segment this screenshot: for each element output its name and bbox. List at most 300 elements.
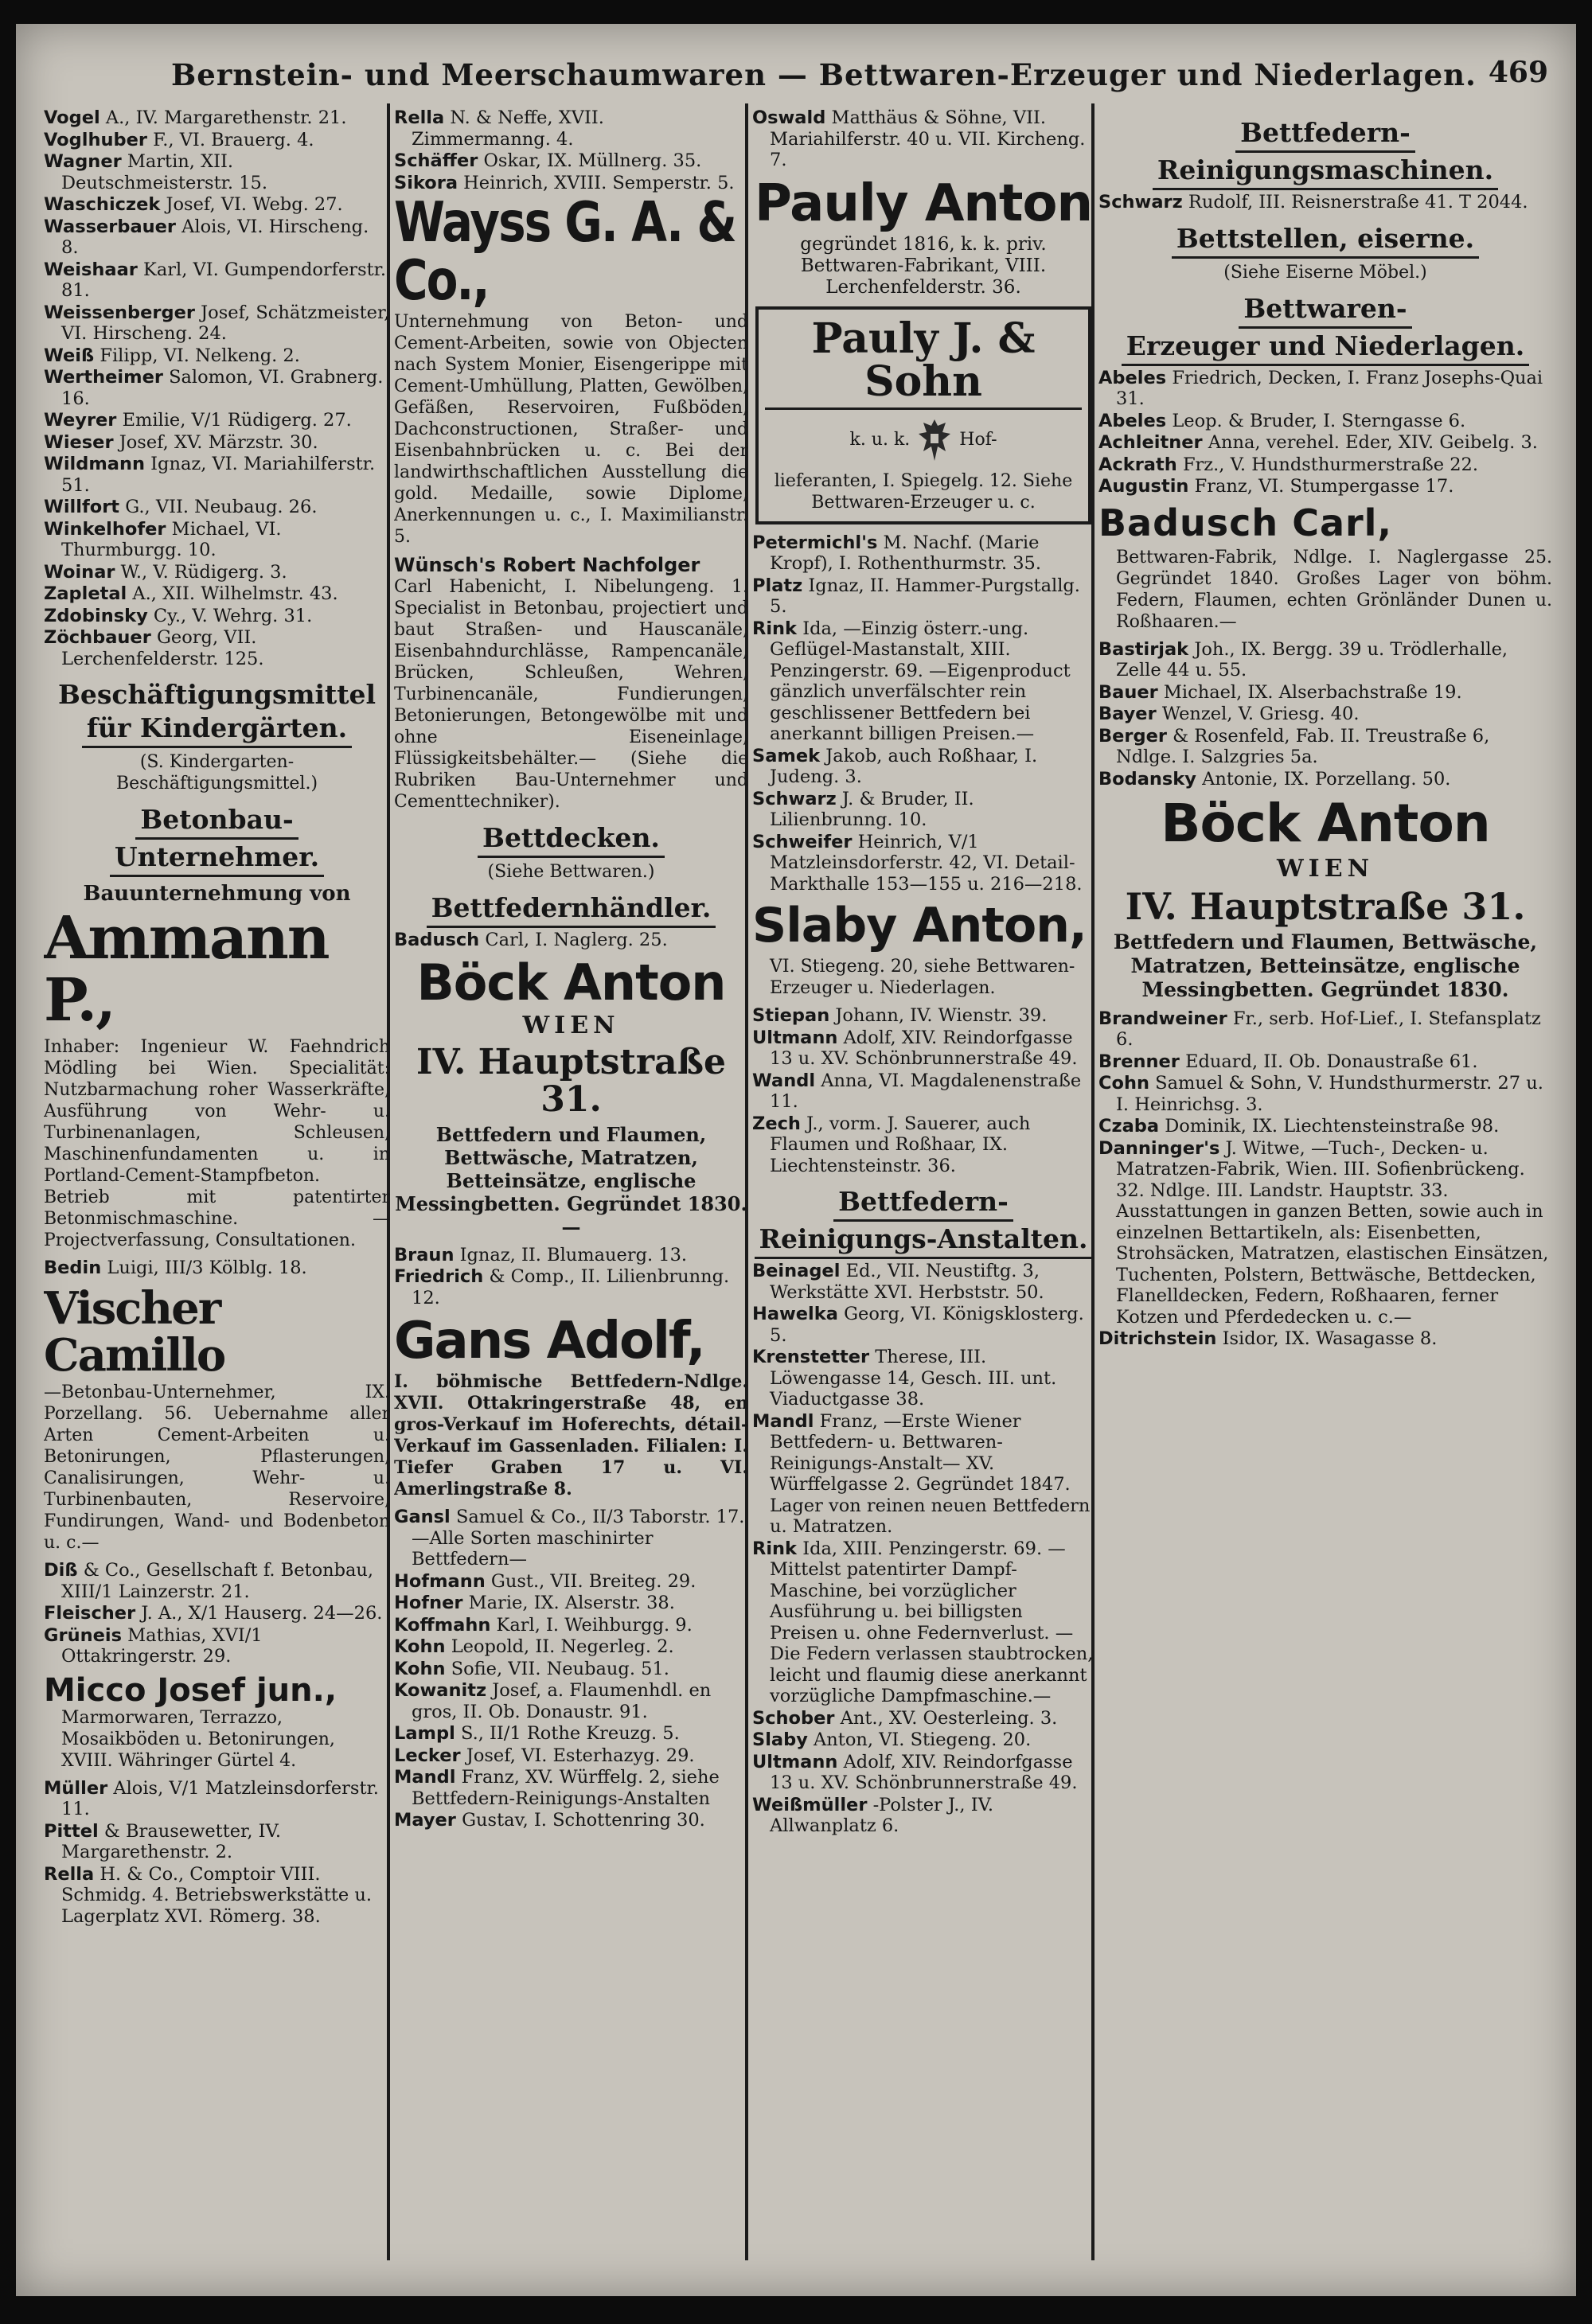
- entry-details: N. & Neffe, XVII. Zimmermanng. 4.: [412, 107, 604, 150]
- section-heading: Bettfedern-: [1098, 117, 1552, 153]
- entry-name: Woinar: [44, 561, 115, 583]
- entry-name: Slaby: [752, 1729, 808, 1751]
- ad-description: VI. Stiegeng. 20, siehe Bettwaren-Erzeuger u. Niederlagen.: [770, 957, 1075, 999]
- entry-details: Josef, a. Flaumenhdl. en gros, II. Ob. Donaustr. 91.: [412, 1680, 712, 1722]
- list-item: [394, 1723, 748, 1745]
- list-item: [44, 130, 390, 151]
- entry-details: Josef, Schätzmeister, VI. Hirscheng. 24.: [61, 302, 390, 344]
- entry-details: Fr., serb. Hof-Lief., I. Stefansplatz 6.: [1116, 1008, 1541, 1051]
- list-item: [394, 1571, 748, 1593]
- ad-company-name: Pauly Anton: [754, 174, 1093, 233]
- entry-name: Gansl: [394, 1507, 451, 1528]
- entry-name: Zech: [752, 1113, 801, 1134]
- list-item: [44, 454, 390, 496]
- list-item: [752, 1752, 1094, 1794]
- entry-details: Samuel & Co., II/3 Taborstr. 17. —Alle Sorten maschinirter Bettfedern—: [412, 1507, 745, 1570]
- ad-description: I. böhmische Bettfedern-Ndlge. XVII. Ottakringerstraße 48, en gros-Verkauf im Hoferechts, détail-Verkauf im Gassenladen. Filialen: I. Tiefer Graben 17 u. VI. Amerlingstraße 8.: [394, 1371, 748, 1500]
- list-item: [394, 1745, 748, 1767]
- entry-details: Anna, VI. Magdalenenstraße 11.: [770, 1070, 1082, 1113]
- list-item: [394, 1615, 748, 1636]
- list-item: [44, 497, 390, 518]
- entry-details: Marie, IX. Alserstr. 38.: [468, 1593, 675, 1614]
- entry-details: W., V. Rüdigerg. 3.: [120, 561, 287, 583]
- list-item: [44, 432, 390, 454]
- entry-name: Schwarz: [752, 788, 837, 809]
- ad-description: gegründet 1816, k. k. priv. Bettwaren-Fabrikant, VIII. Lerchenfelderstr. 36.: [800, 233, 1047, 298]
- entry-details: A., XII. Wilhelmstr. 43.: [132, 583, 338, 604]
- entry-details: Alois, V/1 Matzleinsdorferstr. 11.: [61, 1777, 379, 1820]
- ad-description: lieferanten, I. Spiegelg. 12. Siehe Bettwaren-Erzeuger u. c.: [774, 470, 1073, 513]
- ad-company-name: Pauly J. & Sohn: [765, 318, 1082, 410]
- entry-details: Antonie, IX. Porzellang. 50.: [1202, 768, 1451, 790]
- list-item: [44, 583, 390, 605]
- entry-name: Wertheimer: [44, 367, 163, 388]
- advertisement-boeck: [394, 953, 748, 1238]
- entry-details: Adolf, XIV. Reindorfgasse 13 u. XV. Schönbrunnerstraße 49.: [770, 1751, 1078, 1794]
- entry-name: Bodansky: [1098, 768, 1196, 790]
- entry-details: Wenzel, V. Griesg. 40.: [1161, 704, 1360, 725]
- section-heading: Bettfedernhändler.: [394, 892, 748, 928]
- entry-list: [752, 1005, 1094, 1176]
- entry-name: Weißmüller: [752, 1794, 868, 1815]
- entry-details: Gust., VII. Breiteg. 29.: [490, 1570, 696, 1592]
- entry-name: Koffmahn: [394, 1614, 491, 1636]
- ad-company-name: Slaby Anton,: [752, 898, 1087, 954]
- list-item: [44, 1778, 390, 1820]
- entry-details: Eduard, II. Ob. Donaustraße 61.: [1185, 1051, 1478, 1072]
- list-item: Oswald Matthäus & Söhne, VII. Mariahilferstr. 40 u. VII. Kircheng. 7.: [752, 107, 1086, 170]
- section-heading: für Kindergärten.: [44, 712, 390, 748]
- list-item: [752, 1347, 1094, 1410]
- entry-details: Jakob, auch Roßhaar, I. Judeng. 3.: [770, 745, 1038, 788]
- ad-company-name: Vischer Camillo: [44, 1281, 225, 1382]
- advertisement-badusch: [1098, 501, 1552, 633]
- entry-name: Vogel: [44, 107, 100, 128]
- list-item: [1098, 1051, 1552, 1073]
- entry-name: Pittel: [44, 1820, 99, 1842]
- section-heading: Bettwaren-: [1098, 293, 1552, 329]
- list-item: [394, 1266, 748, 1308]
- entry-name: Kowanitz: [394, 1680, 487, 1702]
- ad-company-name: Böck Anton: [416, 953, 726, 1012]
- entry-details: Cy., V. Wehrg. 31.: [153, 605, 313, 626]
- entry-details: Emilie, V/1 Rüdigerg. 27.: [122, 410, 352, 431]
- list-item: [44, 1864, 390, 1928]
- entry-name: Friedrich: [394, 1266, 484, 1288]
- ad-company-name: Gans Adolf,: [394, 1312, 704, 1371]
- entry-details: Frz., V. Hundsthurmerstraße 22.: [1182, 454, 1479, 475]
- list-item: [752, 789, 1094, 831]
- entry-name: Schweifer: [752, 831, 853, 852]
- kuk-label: k. u. k.: [849, 429, 911, 450]
- entry-name: Grüneis: [44, 1624, 122, 1646]
- entry-name: Bayer: [1098, 704, 1157, 725]
- entry-name: Voglhuber: [44, 129, 147, 150]
- section-heading: Unternehmer.: [44, 841, 390, 877]
- section-heading: Bettstellen, eiserne.: [1098, 223, 1552, 259]
- entry-details: Isidor, IX. Wasagasse 8.: [1222, 1328, 1438, 1350]
- list-item: [752, 1261, 1094, 1303]
- entry-name: Schäffer: [394, 150, 478, 171]
- entry-details: Martin, XII. Deutschmeisterstr. 15.: [61, 151, 267, 193]
- list-item: [752, 1538, 1094, 1707]
- section-heading: Beschäftigungsmittel: [57, 679, 377, 710]
- see-reference: (Siehe Eiserne Möbel.): [1223, 262, 1427, 283]
- entry-details: & Brausewetter, IV. Margarethenstr. 2.: [61, 1820, 281, 1863]
- ad-company-name: Badusch Carl,: [1098, 501, 1392, 544]
- entry-name: Kohn: [394, 1658, 446, 1679]
- entry-list: [394, 1507, 748, 1831]
- advertisement-boeck: [1098, 793, 1552, 1002]
- section-heading: Bettfedern-: [752, 1186, 1094, 1222]
- ad-company-name: Wünsch's Robert Nachfolger: [394, 553, 700, 576]
- entry-name: Ditrichstein: [1098, 1328, 1217, 1350]
- entry-name: Berger: [1098, 725, 1167, 747]
- entry-details: Ida, —Einzig österr.-ung. Geflügel-Mastanstalt, XIII. Penzingerstr. 69. —Eigenproduct gänzlich unverfälschter rein geschlissener Bettfedern bei anerkannt billigen Preisen.—: [770, 618, 1071, 745]
- entry-name: Wildmann: [44, 454, 146, 474]
- entry-name: Danninger's: [1098, 1137, 1220, 1159]
- entry-details: Adolf, XIV. Reindorfgasse 13 u. XV. Schönbrunnerstraße 49.: [770, 1027, 1078, 1070]
- list-item: [1098, 639, 1552, 681]
- list-item: [44, 259, 390, 302]
- entry-name: Cohn: [1098, 1073, 1150, 1094]
- entry-name: Ultmann: [752, 1027, 838, 1048]
- entry-details: Josef, VI. Esterhazyg. 29.: [466, 1745, 695, 1766]
- entry-details: J. A., X/1 Hauserg. 24—26.: [141, 1603, 383, 1624]
- see-reference: (Siehe Bettwaren.): [487, 861, 655, 882]
- list-item: [44, 1821, 390, 1863]
- entry-details: Karl, I. Weihburgg. 9.: [496, 1614, 693, 1636]
- entry-name: Sikora: [394, 172, 458, 193]
- entry-details: F., VI. Brauerg. 4.: [153, 129, 314, 150]
- entry-details: Gustav, I. Schottenring 30.: [462, 1810, 705, 1831]
- list-item: [44, 627, 390, 669]
- ad-crest-row: [765, 416, 1082, 464]
- entry-list: [44, 107, 390, 669]
- entry-name: Lecker: [394, 1745, 461, 1766]
- list-item: [394, 150, 748, 172]
- entry-name: Brenner: [1098, 1051, 1180, 1072]
- list-item: [394, 1507, 748, 1570]
- entry-name: Kohn: [394, 1636, 446, 1658]
- list-item: [1098, 726, 1552, 768]
- advertisement-pauly-anton: [752, 174, 1094, 298]
- column-2: [394, 107, 748, 2264]
- ad-description: Inhaber: Ingenieur W. Faehndrich Mödling bei Wien. Specialität: Nutzbarmachung roher Wasserkräfte, Ausführung von Wehr- u. Turbinenanlagen, Schleusen, Maschinenfundamenten u. in Portland-Cement-Stampfbeton. Betrieb mit patentirter Betonmischmaschine. — Projectverfassung, Consultationen.: [44, 1037, 390, 1251]
- entry-name: Weissenberger: [44, 302, 195, 323]
- entry-name: Hofmann: [394, 1570, 486, 1592]
- entry-details: Oskar, IX. Müllnerg. 35.: [483, 150, 702, 171]
- entry-name: Mandl: [394, 1767, 456, 1788]
- ad-description: Bettfedern und Flaumen, Bettwäsche, Matratzen, Betteinsätze, englische Messingbetten. Gegründet 1830.—: [395, 1122, 747, 1238]
- list-item: Bedin Luigi, III/3 Kölblg. 18.: [44, 1258, 307, 1279]
- entry-details: Sofie, VII. Neubaug. 51.: [451, 1658, 669, 1679]
- ad-description: Unternehmung von Beton- und Cement-Arbeiten, sowie von Objecten nach System Monier, Eisengerippe mit Cement-Umhüllung, Platten, Gewölben, Gefäßen, Reservoiren, Fußböden, Dachconstructionen, Straßer- und Eisenbahnbrücken u. c. Bei der landwirthschaftlichen Ausstellung die gold. Medaille, sowie Diplome, Anerkennungen u. c., I. Maximilianstr. 5.: [394, 311, 748, 547]
- entry-name: Braun: [394, 1244, 455, 1265]
- entry-details: A., IV. Margarethenstr. 21.: [105, 107, 347, 128]
- entry-details: Therese, III. Löwengasse 14, Gesch. III. unt. Viaductgasse 38.: [770, 1347, 1057, 1410]
- entry-details: -Polster J., IV. Allwanplatz 6.: [770, 1794, 994, 1837]
- list-item: [1098, 411, 1552, 432]
- list-item: [1098, 1138, 1552, 1328]
- entry-details: Dominik, IX. Liechtensteinstraße 98.: [1165, 1116, 1500, 1137]
- entry-name: Abeles: [1098, 410, 1167, 431]
- entry-name: Zdobinsky: [44, 605, 148, 626]
- page-header: [16, 24, 1576, 103]
- list-item: [44, 107, 390, 129]
- entry-name: Diß: [44, 1560, 78, 1581]
- list-item: [752, 618, 1094, 745]
- advertisement-gans: [394, 1312, 748, 1500]
- entry-name: Ackrath: [1098, 454, 1177, 475]
- entry-details: & Comp., II. Lilienbrunng. 12.: [412, 1266, 730, 1308]
- entry-list: [752, 532, 1094, 895]
- entry-details: Samuel & Sohn, V. Hundsthurmerstr. 27 u. I. Heinrichsg. 3.: [1116, 1073, 1543, 1115]
- ad-description: Marmorwaren, Terrazzo, Mosaikböden u. Betonirungen, XVIII. Währinger Gürtel 4.: [61, 1707, 335, 1771]
- entry-details: Michael, IX. Alserbachstraße 19.: [1163, 681, 1462, 703]
- entry-name: Bastirjak: [1098, 638, 1189, 660]
- list-item: [752, 575, 1094, 618]
- entry-details: Leopold, II. Negerleg. 2.: [451, 1636, 674, 1658]
- entry-name: Samek: [752, 745, 821, 766]
- entry-details: Josef, VI. Webg. 27.: [166, 194, 343, 215]
- entry-name: Mayer: [394, 1810, 456, 1831]
- ad-city: WIEN: [1276, 854, 1374, 883]
- entry-details: S., II/1 Rothe Kreuzg. 5.: [460, 1723, 680, 1745]
- entry-details: M. Nachf. (Marie Kropf), I. Rothenthurmstr. 35.: [770, 532, 1042, 575]
- entry-name: Rink: [752, 618, 798, 639]
- entry-details: Ignaz, VI. Mariahilferstr. 51.: [61, 454, 376, 496]
- entry-details: Heinrich, V/1 Matzleinsdorferstr. 42, VI. Detail-Markthalle 153—155 u. 216—218.: [770, 831, 1083, 895]
- list-item: [1098, 1073, 1552, 1115]
- list-item: [394, 1680, 748, 1722]
- list-item: [44, 345, 390, 367]
- list-item: [394, 1245, 748, 1266]
- ad-description: Carl Habenicht, I. Nibelungeng. 1. Specialist in Betonbau, projectiert und baut Straßen- und Hauscanäle, Eisenbahndurchlässe, Rampencanäle, Brücken, Schleußen, Wehren, Turbinencanäle, Fundierungen, Betonierungen, Betongewölbe mit und ohne Eiseneinlage, Flüssigkeitsbehälter.— (Siehe die Rubriken Bau-Unternehmer und Cementtechniker).: [394, 576, 748, 812]
- list-item: [1098, 432, 1552, 454]
- double-eagle-crest-icon: [915, 416, 954, 464]
- list-item: [752, 1027, 1094, 1070]
- ad-company-name: Wayss G. A. & Co.,: [394, 189, 736, 313]
- list-item: [1098, 368, 1552, 410]
- ad-city: WIEN: [522, 1012, 620, 1040]
- entry-list: [1098, 639, 1552, 790]
- advertisement-wuensch: [394, 554, 748, 813]
- ad-street: IV. Hauptstraße 31.: [1125, 884, 1526, 928]
- entry-details: Josef, XV. Märzstr. 30.: [119, 431, 318, 453]
- entry-name: Hofner: [394, 1593, 463, 1614]
- entry-list: [1098, 368, 1552, 497]
- list-item: [752, 1113, 1094, 1177]
- entry-name: Stiepan: [752, 1005, 830, 1027]
- entry-name: Weishaar: [44, 259, 138, 280]
- entry-name: Hawelka: [752, 1304, 838, 1325]
- list-item: [44, 410, 390, 431]
- list-item: [44, 519, 390, 561]
- see-reference: (S. Kindergarten-Beschäftigungsmittel.): [115, 752, 318, 794]
- section-heading: Bettdecken.: [394, 822, 748, 858]
- entry-details: Heinrich, XVIII. Semperstr. 5.: [463, 172, 735, 193]
- entry-name: Wagner: [44, 151, 122, 172]
- ad-street: IV. Hauptstraße 31.: [416, 1042, 727, 1120]
- section-heading: Reinigungs-Anstalten.: [752, 1223, 1094, 1259]
- entry-details: Ida, XIII. Penzingerstr. 69. —Mittelst patentirter Dampf-Maschine, bei vorzüglicher Ausführung u. bei billigsten Preisen u. ohne Federnverlust. — Die Federn verlassen staubtrocken, leicht und flaumig diese anerkannt vorzügliche Dampfmaschine.—: [770, 1538, 1094, 1707]
- list-item: [752, 1304, 1094, 1346]
- list-item: [394, 1593, 748, 1614]
- advertisement-wayss: [394, 189, 748, 548]
- entry-details: Franz, XV. Würffelg. 2, siehe Bettfedern-Reinigungs-Anstalten: [412, 1767, 720, 1809]
- list-item: [752, 1795, 1094, 1837]
- section-heading: Reinigungsmaschinen.: [1098, 154, 1552, 190]
- entry-name: Müller: [44, 1777, 108, 1799]
- entry-name: Ultmann: [752, 1751, 838, 1772]
- entry-details: & Co., Gesellschaft f. Betonbau, XIII/1 Lainzerstr. 21.: [61, 1560, 374, 1602]
- entry-name: Zapletal: [44, 583, 127, 604]
- entry-name: Waschiczek: [44, 194, 161, 215]
- column-3: [752, 107, 1094, 2264]
- list-item: [1098, 476, 1552, 497]
- entry-details: Ignaz, II. Hammer-Purgstallg. 5.: [770, 575, 1080, 618]
- list-item: [1098, 704, 1552, 725]
- entry-list: [44, 1560, 390, 1667]
- entry-details: J. & Bruder, II. Lilienbrunng. 10.: [770, 788, 974, 831]
- list-item: [752, 1005, 1094, 1027]
- directory-page: [16, 24, 1576, 2296]
- list-item: [394, 1767, 748, 1809]
- list-item: [752, 1070, 1094, 1113]
- list-item: Schwarz Rudolf, III. Reisnerstraße 41. T 2044.: [1098, 192, 1528, 213]
- entry-name: Schober: [752, 1707, 835, 1729]
- entry-details: G., VII. Neubaug. 26.: [125, 497, 318, 517]
- list-item: [44, 1560, 390, 1602]
- entry-details: Filipp, VI. Nelkeng. 2.: [100, 345, 300, 366]
- entry-details: Karl, VI. Gumpendorferstr. 81.: [61, 259, 387, 301]
- list-item: [44, 562, 390, 583]
- list-item: [752, 746, 1094, 788]
- advertisement-pauly-sohn: [755, 306, 1091, 524]
- entry-name: Brandweiner: [1098, 1008, 1227, 1029]
- ad-company-name: Micco Josef jun.,: [44, 1671, 338, 1709]
- entry-details: Mathias, XVI/1 Ottakringerstr. 29.: [61, 1624, 263, 1667]
- entry-details: Alois, VI. Hirscheng. 8.: [61, 216, 369, 258]
- section-heading: Erzeuger und Niederlagen.: [1098, 330, 1552, 366]
- ad-preline: Bauunternehmung von: [83, 882, 351, 906]
- entry-details: Franz, VI. Stumpergasse 17.: [1194, 476, 1454, 497]
- entry-details: H. & Co., Comptoir VIII. Schmidg. 4. Betriebswerkstätte u. Lagerplatz XVI. Römerg. 38.: [61, 1863, 373, 1927]
- entry-details: J., vorm. J. Sauerer, auch Flaumen und Roßhaar, IX. Liechtensteinstr. 36.: [770, 1113, 1031, 1176]
- list-item: [1098, 1008, 1552, 1051]
- entry-name: Lampl: [394, 1723, 455, 1745]
- advertisement-vischer: [44, 1281, 390, 1554]
- hof-label: Hof-: [959, 429, 997, 450]
- entry-name: Wandl: [752, 1070, 816, 1091]
- list-item: [44, 1603, 390, 1624]
- entry-name: Wieser: [44, 431, 114, 453]
- list-item: [44, 1625, 390, 1667]
- list-item: [44, 606, 390, 627]
- entry-name: Mandl: [752, 1410, 814, 1432]
- entry-details: & Rosenfeld, Fab. II. Treustraße 6, Ndlge. I. Salzgries 5a.: [1116, 725, 1490, 768]
- list-item: [44, 367, 390, 409]
- entry-name: Weiß: [44, 345, 95, 366]
- entry-details: Johann, IV. Wienstr. 39.: [835, 1005, 1048, 1027]
- running-head: Bernstein- und Meerschaumwaren — Bettwaren-Erzeuger und Niederlagen.: [171, 57, 1477, 92]
- list-item: [1098, 1328, 1552, 1350]
- entry-name: Rink: [752, 1538, 798, 1559]
- entry-details: Anton, VI. Stiegeng. 20.: [814, 1729, 1032, 1751]
- entry-name: Weyrer: [44, 410, 117, 431]
- entry-name: Rella: [394, 107, 445, 128]
- page-number: 469: [1488, 56, 1548, 89]
- list-item: [1098, 769, 1552, 790]
- list-item: [752, 1411, 1094, 1538]
- entry-name: Bauer: [1098, 681, 1158, 703]
- list-item: [44, 194, 390, 216]
- entry-name: Winkelhofer: [44, 518, 166, 540]
- list-item: [752, 1729, 1094, 1751]
- entry-details: Anna, verehel. Eder, XIV. Geibelg. 3.: [1208, 432, 1538, 453]
- list-item: [752, 832, 1094, 895]
- entry-list: [394, 107, 748, 193]
- entry-name: Platz: [752, 575, 803, 596]
- list-item: [44, 151, 390, 193]
- entry-name: Krenstetter: [752, 1347, 870, 1368]
- list-item: Badusch Carl, I. Naglerg. 25.: [394, 929, 668, 950]
- ad-company-name: Ammann P.,: [44, 904, 329, 1035]
- section-heading: Betonbau-: [44, 804, 390, 840]
- list-item: [44, 302, 390, 345]
- entry-name: Willfort: [44, 497, 120, 517]
- entry-details: Ed., VII. Neustiftg. 3, Werkstätte XVI. Herbststr. 50.: [770, 1261, 1044, 1303]
- advertisement-ammann: [44, 883, 390, 1251]
- entry-name: Beinagel: [752, 1261, 841, 1282]
- entry-details: Georg, VII. Lerchenfelderstr. 125.: [61, 627, 264, 669]
- list-item: [394, 107, 748, 150]
- entry-details: Michael, VI. Thurmburgg. 10.: [61, 518, 282, 560]
- entry-name: Achleitner: [1098, 432, 1203, 453]
- list-item: [394, 1810, 748, 1831]
- entry-details: Franz, —Erste Wiener Bettfedern- u. Bettwaren-Reinigungs-Anstalt— XV. Würffelgasse 2. Gegründet 1847. Lager von reinen neuen Bettfedern u. Matratzen.: [770, 1410, 1091, 1538]
- entry-name: Abeles: [1098, 367, 1167, 388]
- entry-name: Petermichl's: [752, 532, 878, 553]
- list-item: [752, 532, 1094, 575]
- ad-company-name: Böck Anton: [1161, 793, 1490, 855]
- list-item: [752, 1708, 1094, 1729]
- entry-list: [394, 1245, 748, 1309]
- list-item: [1098, 682, 1552, 704]
- ad-description: Bettfedern und Flaumen, Bettwäsche, Matratzen, Betteinsätze, englische Messingbetten. Gegründet 1830.: [1113, 930, 1538, 1001]
- entry-name: Zöchbauer: [44, 627, 151, 648]
- entry-name: Augustin: [1098, 476, 1189, 497]
- entry-name: Rella: [44, 1863, 95, 1885]
- list-item: [1098, 454, 1552, 476]
- entry-name: Czaba: [1098, 1116, 1160, 1137]
- list-item: [44, 216, 390, 259]
- list-item: [1098, 1116, 1552, 1137]
- entry-list: [752, 1261, 1094, 1837]
- entry-details: Ant., XV. Oesterleing. 3.: [840, 1707, 1058, 1729]
- entry-name: Wasserbauer: [44, 216, 177, 237]
- ad-description: Bettwaren-Fabrik, Ndlge. I. Naglergasse 25. Gegründet 1840. Großes Lager von böhm. Federn, Flaumen, echten Grönländer Dunen u. Roßhaaren.—: [1116, 547, 1552, 632]
- column-1: [44, 107, 390, 2264]
- column-4: [1098, 107, 1552, 2264]
- entry-list: [1098, 1008, 1552, 1350]
- entry-name: Fleischer: [44, 1603, 136, 1624]
- entry-details: Joh., IX. Bergg. 39 u. Trödlerhalle, Zelle 44 u. 55.: [1116, 638, 1508, 681]
- entry-details: Georg, VI. Königsklosterg. 5.: [770, 1304, 1084, 1346]
- entry-list: [44, 1778, 390, 1928]
- entry-details: Leop. & Bruder, I. Sterngasse 6.: [1172, 410, 1466, 431]
